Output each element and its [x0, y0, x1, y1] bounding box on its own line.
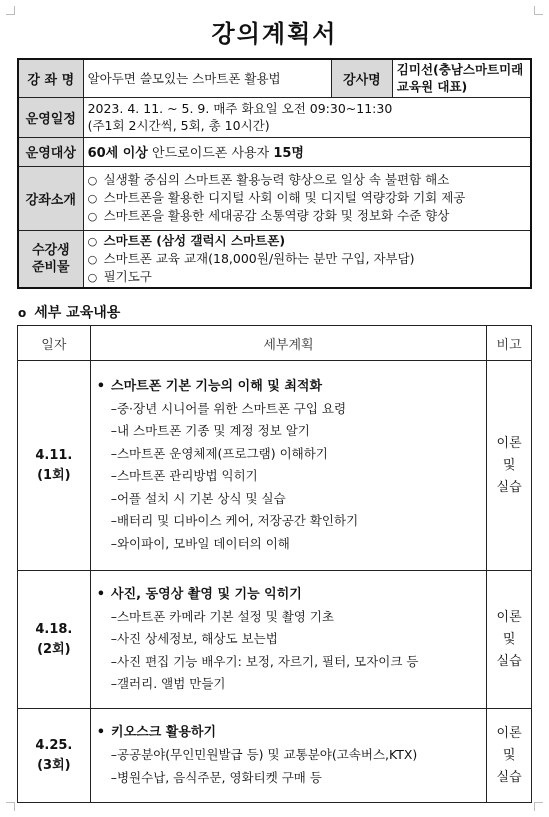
session-row-1: [18, 361, 532, 571]
session-note-line: 실습: [496, 769, 522, 785]
session-subitem: – 배터리 및 디바이스 케어, 저장공간 확인하기: [97, 510, 481, 533]
session-subitem: – 중·장년 시니어를 위한 스마트폰 구입 요령: [97, 398, 481, 421]
session-subitem: – 사진 상세정보, 해상도 보는법: [97, 628, 481, 651]
supplies-row: [18, 230, 531, 288]
intro-item: ○ 스마트폰을 활용한 디지털 사회 이해 및 디지털 역량강화 기회 제공: [88, 189, 526, 207]
session-note-line: 이론: [496, 725, 522, 741]
session-plan-cell: [90, 709, 487, 803]
session-subitem: – 와이파이, 모바일 데이터의 이해: [97, 533, 481, 556]
session-topic: • 키오스크 활용하기: [97, 722, 481, 744]
detail-table: [17, 325, 532, 803]
session-subitem: – 어플 설치 시 기본 상식 및 실습: [97, 488, 481, 511]
session-topic: • 사진, 동영상 촬영 및 기능 익히기: [97, 584, 481, 606]
schedule-cell: [83, 97, 531, 137]
session-subitem: – 내 스마트폰 기종 및 계정 정보 알기: [97, 420, 481, 443]
schedule-frequency: (주1회 2시간씩, 5회, 총 10시간): [87, 118, 270, 133]
session-note-cell: [487, 571, 532, 709]
session-row-3: [18, 709, 532, 803]
crop-mark-bottom-left: [6, 802, 15, 811]
detail-header-row: [18, 326, 532, 361]
schedule-label: 운영일정: [18, 97, 83, 137]
header-date: 일자: [18, 326, 91, 361]
session-note-cell: [487, 709, 532, 803]
session-subitem: – 공공분야(무인민원발급 등) 및 교통분야(고속버스,KTX): [97, 744, 481, 767]
section-heading: [18, 302, 120, 322]
supplies-cell: [83, 230, 531, 288]
session-number: (3회): [37, 757, 71, 773]
session-date-cell: [18, 361, 91, 571]
session-plan-cell: [90, 571, 487, 709]
supplies-item: ○ 스마트폰 교육 교재(18,000원/원하는 분만 구입, 자부담): [88, 250, 526, 268]
session-number: (1회): [37, 467, 71, 483]
target-age: 60세 이상: [87, 146, 148, 161]
session-date: 4.11.: [35, 447, 73, 463]
header-note: 비고: [487, 326, 532, 361]
session-row-2: [18, 571, 532, 709]
session-note-line: 및: [502, 747, 516, 763]
session-number: (2회): [37, 641, 71, 657]
session-date-cell: [18, 709, 91, 803]
section-title: 세부 교육내용: [34, 305, 121, 321]
intro-item: ○ 스마트폰을 활용한 세대공감 소통역량 강화 및 정보화 수준 향상: [88, 207, 526, 225]
instructor-value: 김미선(충남스마트미래교육원 대표): [392, 59, 531, 97]
session-note-line: 실습: [496, 479, 522, 495]
intro-row: [18, 166, 531, 230]
supplies-label-line: 수강생: [31, 242, 70, 258]
session-date: 4.18.: [35, 621, 73, 637]
section-marker: o: [18, 306, 27, 320]
session-subitem: – 스마트폰 운영체제(프로그램) 이해하기: [97, 443, 481, 466]
session-note-line: 및: [502, 457, 516, 473]
target-device: 안드로이드폰 사용자: [152, 146, 270, 161]
supplies-item: ○ 필기도구: [88, 268, 526, 286]
target-label: 운영대상: [18, 137, 83, 166]
session-topic: • 스마트폰 기본 기능의 이해 및 최적화: [97, 376, 481, 398]
session-note-line: 이론: [496, 609, 522, 625]
session-subitem: – 스마트폰 관리방법 익히기: [97, 465, 481, 488]
session-note-line: 및: [502, 631, 516, 647]
schedule-dates: 2023. 4. 11. ~ 5. 9. 매주 화요일 오전 09:30~11:30: [87, 101, 393, 116]
instructor-label: 강사명: [331, 59, 392, 97]
supplies-label: [18, 230, 83, 288]
session-note-cell: [487, 361, 532, 571]
intro-cell: [83, 166, 531, 230]
target-count: 15명: [273, 146, 304, 161]
supplies-item: ○ 스마트폰 (삼성 갤럭시 스마트폰): [88, 232, 526, 250]
crop-mark-bottom-right: [534, 802, 543, 811]
session-subitem: – 갤러리. 앨범 만들기: [97, 673, 481, 696]
supplies-label-line: 준비물: [31, 259, 70, 275]
session-date-cell: [18, 571, 91, 709]
session-note-line: 이론: [496, 435, 522, 451]
session-subitem: – 사진 편집 기능 배우기: 보정, 자르기, 필터, 모자이크 등: [97, 651, 481, 674]
header-plan: 세부계획: [90, 326, 487, 361]
document-title: 강의계획서: [211, 20, 338, 48]
course-label: 강 좌 명: [18, 59, 83, 97]
session-date: 4.25.: [35, 737, 73, 753]
target-cell: [83, 137, 531, 166]
schedule-row: [18, 97, 531, 137]
target-row: [18, 137, 531, 166]
session-plan-cell: [90, 361, 487, 571]
intro-label: 강좌소개: [18, 166, 83, 230]
session-subitem: – 병원수납, 음식주문, 영화티켓 구매 등: [97, 767, 481, 790]
session-subitem: – 스마트폰 카메라 기본 설정 및 촬영 기초: [97, 606, 481, 629]
session-note-line: 실습: [496, 653, 522, 669]
course-row: [18, 59, 531, 97]
intro-item: ○ 실생활 중심의 스마트폰 활용능력 향상으로 일상 속 불편함 해소: [88, 171, 526, 189]
course-value: 알아두면 쓸모있는 스마트폰 활용법: [83, 59, 331, 97]
course-info-table: [17, 58, 532, 289]
